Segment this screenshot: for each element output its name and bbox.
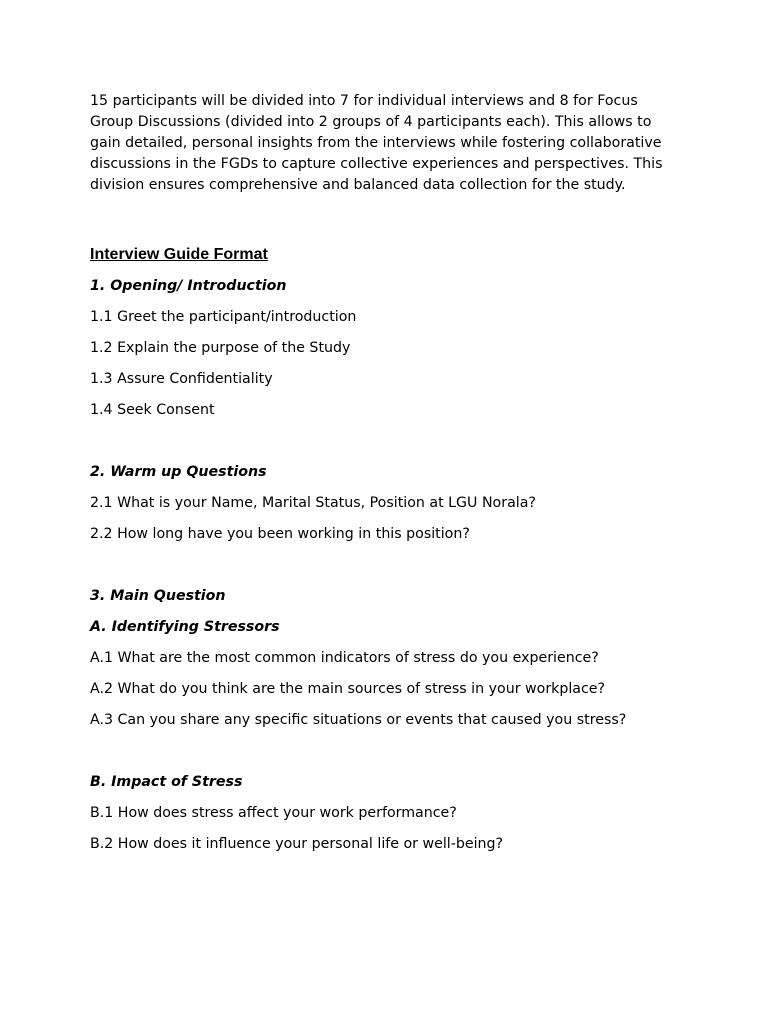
list-item: B.1 How does stress affect your work performance? [90,804,457,821]
guide-title: Interview Guide Format [90,245,268,263]
list-item: B.2 How does it influence your personal life or well-being? [90,835,504,852]
subsection-heading-impact: B. Impact of Stress [90,773,243,790]
list-item: 1.1 Greet the participant/introduction [90,308,357,325]
section-heading-main: 3. Main Question [90,587,226,604]
list-item: 2.1 What is your Name, Marital Status, Position at LGU Norala? [90,494,536,511]
section-heading-warmup: 2. Warm up Questions [90,463,267,480]
document-page [90,91,690,854]
subsection-heading-stressors: A. Identifying Stressors [90,618,280,635]
list-item: A.2 What do you think are the main sources of stress in your workplace? [90,680,606,697]
list-item: 1.2 Explain the purpose of the Study [90,339,351,356]
list-item: 2.2 How long have you been working in this position? [90,525,470,542]
intro-paragraph: 15 participants will be divided into 7 for individual interviews and 8 for Focus Group Discussions (divided into 2 groups of 4 participants each). This allows to gain detailed, personal insights from the interviews while fostering collaborative discussions in the FGDs to capture collective experiences and perspectives. This division ensures comprehensive and balanced data collection for the study. [90,93,663,193]
section-heading-opening: 1. Opening/ Introduction [90,277,287,294]
list-item: 1.4 Seek Consent [90,401,215,418]
list-item: 1.3 Assure Confidentiality [90,370,273,387]
list-item: A.1 What are the most common indicators of stress do you experience? [90,649,599,666]
list-item: A.3 Can you share any specific situations or events that caused you stress? [90,711,627,728]
